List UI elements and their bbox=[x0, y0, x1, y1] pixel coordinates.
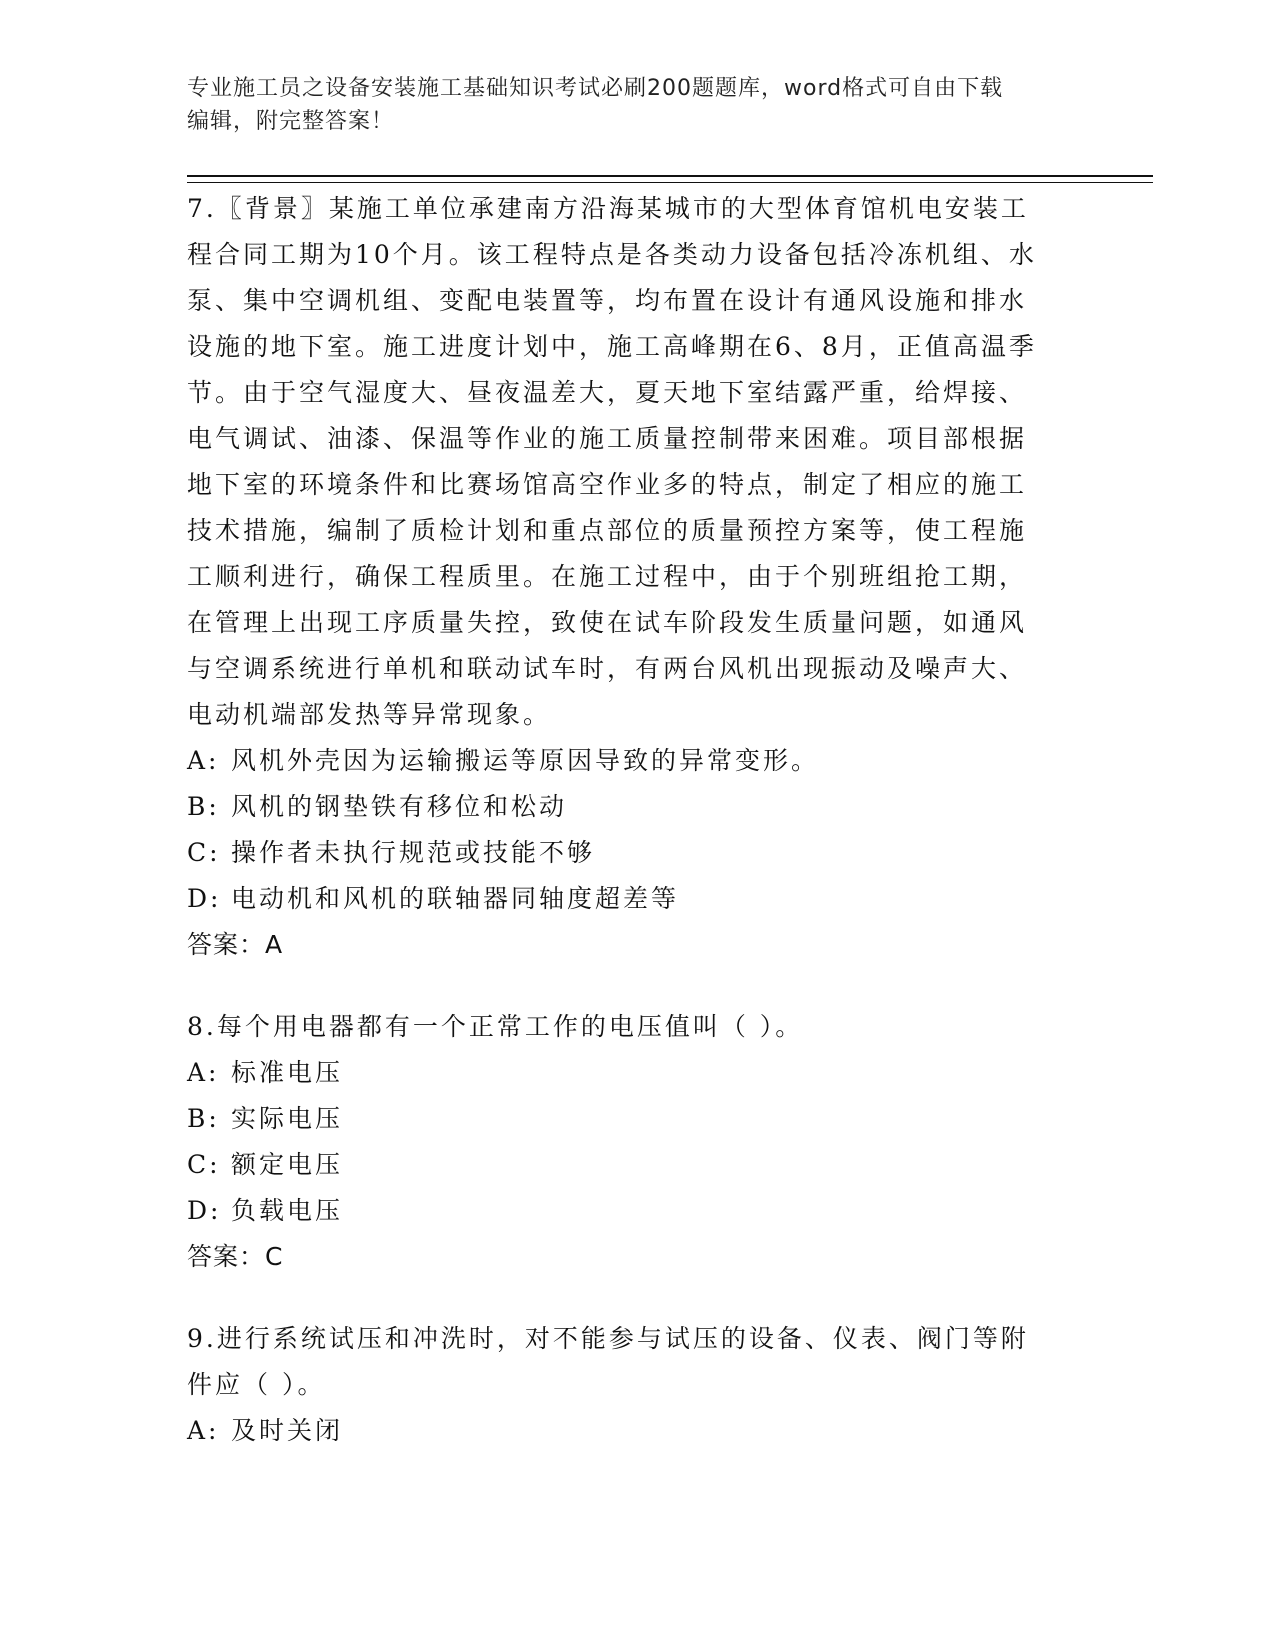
stem-line: 在管理上出现工序质量失控，致使在试车阶段发生质量问题，如通风 bbox=[187, 608, 1028, 637]
option-key: A: bbox=[187, 746, 220, 775]
header-line-1: 专业施工员之设备安装施工基础知识考试必刷200题题库，word格式可自由下载 bbox=[187, 76, 1004, 101]
option-text: 额定电压 bbox=[231, 1150, 344, 1179]
stem-line: 设施的地下室。施工进度计划中，施工高峰期在6、8月，正值高温季 bbox=[187, 332, 1037, 361]
page-header bbox=[187, 72, 1087, 138]
stem-line: 节。由于空气湿度大、昼夜温差大，夏天地下室结露严重，给焊接、 bbox=[187, 378, 1028, 407]
option-text: 标准电压 bbox=[231, 1058, 344, 1087]
answer-line: 答案：C bbox=[187, 1242, 284, 1271]
option-d bbox=[187, 1188, 1087, 1234]
stem-line: 件应（ ）。 bbox=[187, 1370, 326, 1399]
question-stem bbox=[187, 1004, 1087, 1050]
stem-line: 技术措施，编制了质检计划和重点部位的质量预控方案等，使工程施 bbox=[187, 516, 1028, 545]
option-key: B: bbox=[187, 792, 220, 821]
question-9 bbox=[187, 1316, 1087, 1454]
stem-line: 地下室的环境条件和比赛场馆高空作业多的特点，制定了相应的施工 bbox=[187, 470, 1028, 499]
stem-line: 泵、集中空调机组、变配电装置等，均布置在设计有通风设施和排水 bbox=[187, 286, 1028, 315]
stem-line: 工顺利进行，确保工程质里。在施工过程中，由于个别班组抢工期， bbox=[187, 562, 1028, 591]
option-key: C: bbox=[187, 1150, 221, 1179]
option-key: A: bbox=[187, 1416, 220, 1445]
question-7 bbox=[187, 186, 1087, 968]
option-text: 操作者未执行规范或技能不够 bbox=[231, 838, 596, 867]
option-text: 电动机和风机的联轴器同轴度超差等 bbox=[231, 884, 680, 913]
header-line-2: 编辑，附完整答案！ bbox=[187, 109, 395, 134]
stem-line: 8.每个用电器都有一个正常工作的电压值叫（ ）。 bbox=[187, 1012, 804, 1041]
stem-line: 与空调系统进行单机和联动试车时，有两台风机出现振动及噪声大、 bbox=[187, 654, 1028, 683]
header-divider bbox=[187, 175, 1153, 183]
option-c bbox=[187, 1142, 1087, 1188]
option-d bbox=[187, 876, 1087, 922]
question-8 bbox=[187, 1004, 1087, 1280]
option-a bbox=[187, 738, 1087, 784]
question-spacer bbox=[187, 1280, 1087, 1316]
option-b bbox=[187, 784, 1087, 830]
option-key: A: bbox=[187, 1058, 220, 1087]
option-a bbox=[187, 1408, 1087, 1454]
stem-line: 7.〖背景〗某施工单位承建南方沿海某城市的大型体育馆机电安装工 bbox=[187, 194, 1029, 223]
stem-line: 9.进行系统试压和冲洗时，对不能参与试压的设备、仪表、阀门等附 bbox=[187, 1324, 1029, 1353]
stem-line: 程合同工期为10个月。该工程特点是各类动力设备包括冷冻机组、水 bbox=[187, 240, 1037, 269]
option-key: D: bbox=[187, 1196, 222, 1225]
option-c bbox=[187, 830, 1087, 876]
option-text: 风机的钢垫铁有移位和松动 bbox=[231, 792, 568, 821]
question-stem bbox=[187, 186, 1087, 738]
option-a bbox=[187, 1050, 1087, 1096]
option-text: 及时关闭 bbox=[231, 1416, 344, 1445]
stem-line: 电动机端部发热等异常现象。 bbox=[187, 700, 552, 729]
option-text: 风机外壳因为运输搬运等原因导致的异常变形。 bbox=[231, 746, 820, 775]
question-stem bbox=[187, 1316, 1087, 1408]
option-key: D: bbox=[187, 884, 222, 913]
option-key: C: bbox=[187, 838, 221, 867]
answer-line: 答案：A bbox=[187, 930, 284, 959]
question-list bbox=[187, 186, 1087, 1454]
option-key: B: bbox=[187, 1104, 220, 1133]
option-text: 实际电压 bbox=[231, 1104, 344, 1133]
stem-line: 电气调试、油漆、保温等作业的施工质量控制带来困难。项目部根据 bbox=[187, 424, 1028, 453]
question-spacer bbox=[187, 968, 1087, 1004]
option-b bbox=[187, 1096, 1087, 1142]
option-text: 负载电压 bbox=[231, 1196, 344, 1225]
